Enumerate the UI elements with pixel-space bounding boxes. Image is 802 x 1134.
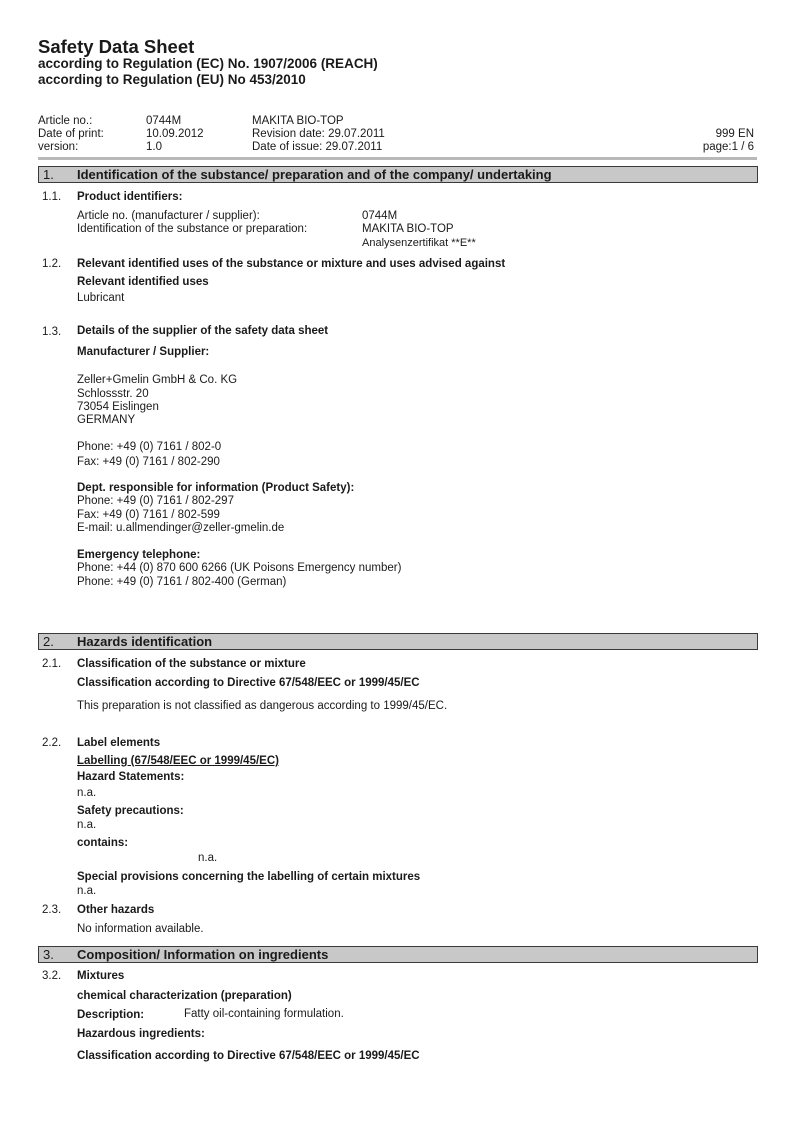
subsection-number: 1.2. bbox=[42, 258, 62, 270]
version-label: version: bbox=[38, 141, 79, 153]
fax-number: Fax: +49 (0) 7161 / 802-290 bbox=[77, 456, 220, 468]
description-label: Description: bbox=[77, 1009, 145, 1021]
hazardous-ingredients-heading: Hazardous ingredients: bbox=[77, 1028, 205, 1040]
language-code: 999 EN bbox=[715, 128, 754, 140]
phone-number: Phone: +49 (0) 7161 / 802-0 bbox=[77, 441, 222, 453]
safety-precautions-heading: Safety precautions: bbox=[77, 805, 184, 817]
article-value: 0744M bbox=[146, 115, 182, 127]
section-number: 1. bbox=[43, 167, 54, 182]
subsection-number: 2.1. bbox=[42, 658, 62, 670]
section-title: Composition/ Information on ingredients bbox=[77, 947, 329, 962]
product-name: MAKITA BIO-TOP bbox=[252, 115, 344, 127]
issue-date: Date of issue: 29.07.2011 bbox=[252, 141, 383, 153]
dept-email: E-mail: u.allmendinger@zeller-gmelin.de bbox=[77, 522, 285, 534]
emergency-heading: Emergency telephone: bbox=[77, 549, 201, 561]
contains-heading: contains: bbox=[77, 837, 129, 849]
address-line: Schlossstr. 20 bbox=[77, 388, 149, 400]
emergency-phone-uk: Phone: +44 (0) 870 600 6266 (UK Poisons Emergency number) bbox=[77, 562, 402, 574]
dept-phone: Phone: +49 (0) 7161 / 802-297 bbox=[77, 495, 234, 507]
subsection-title: Relevant identified uses of the substance or mixture and uses advised against bbox=[77, 258, 506, 270]
document-title: Safety Data Sheet bbox=[38, 36, 195, 57]
section-number: 3. bbox=[43, 947, 54, 962]
chemical-characterization: chemical characterization (preparation) bbox=[77, 990, 292, 1002]
subsection-title: Label elements bbox=[77, 737, 161, 749]
special-provisions-heading: Special provisions concerning the labelling of certain mixtures bbox=[77, 871, 421, 883]
section-2-header bbox=[38, 633, 758, 650]
contains-value: n.a. bbox=[198, 852, 218, 864]
hazard-statements-heading: Hazard Statements: bbox=[77, 771, 185, 783]
safety-precautions-value: n.a. bbox=[77, 819, 97, 831]
article-label: Article no.: bbox=[38, 115, 93, 127]
subsection-title: Other hazards bbox=[77, 904, 155, 916]
subsection-number: 1.3. bbox=[42, 326, 62, 338]
subsection-number: 2.2. bbox=[42, 737, 62, 749]
special-provisions-value: n.a. bbox=[77, 885, 97, 897]
page-number: page:1 / 6 bbox=[702, 141, 754, 153]
article-manufacturer-label: Article no. (manufacturer / supplier): bbox=[77, 210, 260, 222]
header-divider bbox=[38, 157, 757, 160]
subsection-title: Details of the supplier of the safety data sheet bbox=[77, 325, 329, 337]
print-date-value: 10.09.2012 bbox=[146, 128, 204, 140]
hazard-statements-value: n.a. bbox=[77, 787, 97, 799]
identification-value: MAKITA BIO-TOP bbox=[362, 223, 454, 235]
other-hazards-text: No information available. bbox=[77, 923, 204, 935]
section-3-header bbox=[38, 946, 758, 963]
print-date-label: Date of print: bbox=[38, 128, 104, 140]
subsection-number: 1.1. bbox=[42, 191, 62, 203]
version-value: 1.0 bbox=[146, 141, 162, 153]
manufacturer-heading: Manufacturer / Supplier: bbox=[77, 346, 210, 358]
section-title: Hazards identification bbox=[77, 634, 213, 649]
section-title: Identification of the substance/ preparation and of the company/ undertaking bbox=[77, 167, 552, 182]
identified-uses-value: Lubricant bbox=[77, 292, 125, 304]
description-value: Fatty oil-containing formulation. bbox=[184, 1008, 344, 1020]
subsection-number: 2.3. bbox=[42, 904, 62, 916]
document-subtitle-eu: according to Regulation (EU) No 453/2010 bbox=[38, 72, 306, 87]
certificate-value: Analysenzertifikat **E** bbox=[362, 237, 476, 249]
classification-text: This preparation is not classified as dangerous according to 1999/45/EC. bbox=[77, 700, 448, 712]
address-line: GERMANY bbox=[77, 414, 136, 426]
revision-date: Revision date: 29.07.2011 bbox=[252, 128, 385, 140]
address-line: 73054 Eislingen bbox=[77, 401, 159, 413]
subsection-title: Classification of the substance or mixture bbox=[77, 658, 306, 670]
classification-heading: Classification according to Directive 67/548/EEC or 1999/45/EC bbox=[77, 677, 420, 689]
classification-directive-heading: Classification according to Directive 67/548/EEC or 1999/45/EC bbox=[77, 1050, 420, 1062]
document-subtitle-reach: according to Regulation (EC) No. 1907/2006 (REACH) bbox=[38, 56, 378, 71]
section-number: 2. bbox=[43, 634, 54, 649]
dept-heading: Dept. responsible for information (Product Safety): bbox=[77, 482, 355, 494]
section-1-header bbox=[38, 166, 758, 183]
emergency-phone-de: Phone: +49 (0) 7161 / 802-400 (German) bbox=[77, 576, 287, 588]
article-manufacturer-value: 0744M bbox=[362, 210, 398, 222]
identified-uses-heading: Relevant identified uses bbox=[77, 276, 209, 288]
subsection-title: Mixtures bbox=[77, 970, 125, 982]
dept-fax: Fax: +49 (0) 7161 / 802-599 bbox=[77, 509, 220, 521]
labelling-heading: Labelling (67/548/EEC or 1999/45/EC) bbox=[77, 755, 279, 767]
subsection-number: 3.2. bbox=[42, 970, 62, 982]
identification-label: Identification of the substance or preparation: bbox=[77, 223, 308, 235]
address-line: Zeller+Gmelin GmbH & Co. KG bbox=[77, 374, 238, 386]
subsection-title: Product identifiers: bbox=[77, 191, 183, 203]
